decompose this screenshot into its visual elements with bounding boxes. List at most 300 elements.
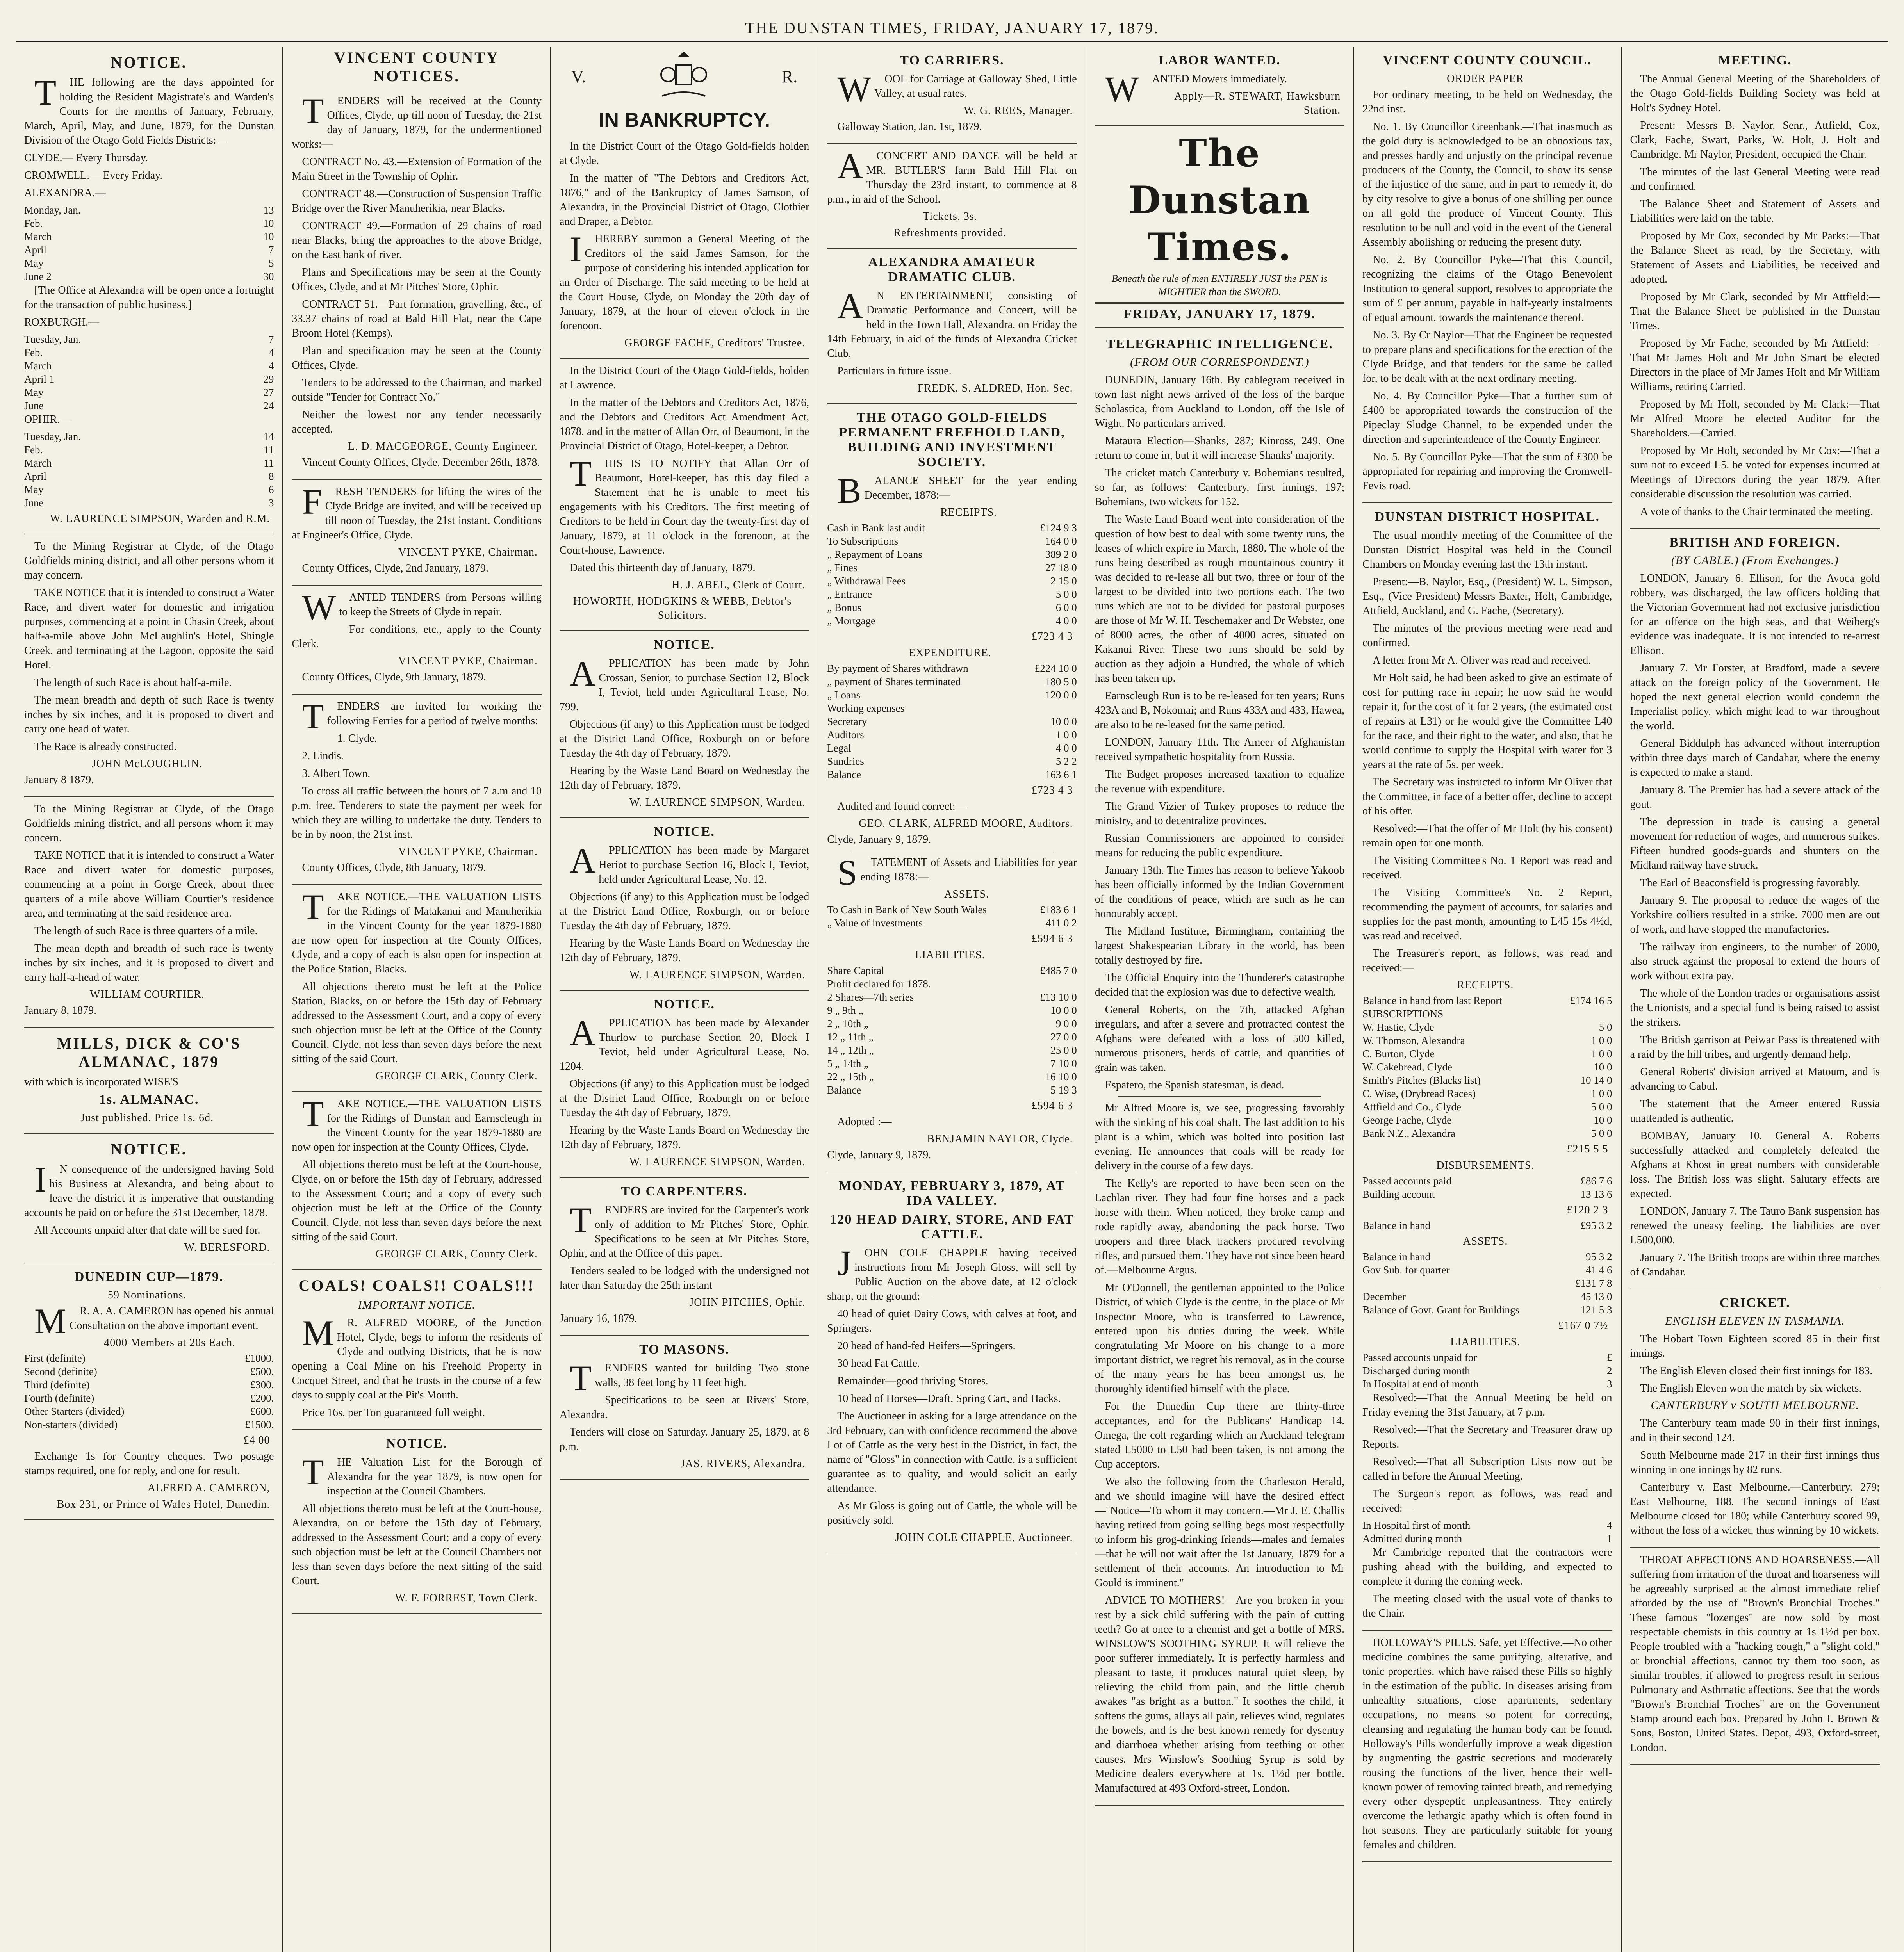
table-row [827,1030,1077,1044]
assets-total: £167 0 7½ [1558,1320,1608,1332]
row-value: 5 2 2 [1055,755,1077,767]
disbursements-heading: DISBURSEMENTS. [1436,1159,1535,1172]
tel-heading: TELEGRAPHIC INTELLIGENCE. [1106,337,1333,351]
receipts-heading: RECEIPTS. [940,506,997,518]
motion-1: No. 1. By Councillor Greenbank.—That inasmuch as the gold duty is acknowledged to be an obnoxious tax, and presses hardly and unjustly on the principal revenue producers of the County, the Council, to show its sense of the injustice of the same, and in part to remedy it, do by city resolve to give a bonus of one shilling per ounce on all gold the produce of Vincent County. This resolution to be null and void in the event of the General Assembly abolishing or reducing the present duty. [1362,121,1612,248]
bf-p11: General Roberts' division arrived at Matoum, and is advancing to Cabul. [1630,1066,1880,1092]
neither: Neither the lowest nor any tender necessarily accepted. [292,409,542,435]
labor-wanted-ad [1095,47,1344,126]
dunedin-cup-ad [24,1263,274,1520]
table-row [1362,1087,1612,1100]
table-row [1362,994,1612,1007]
liabilities-table [827,964,1077,1097]
row-label: In Hospital at end of month [1362,1378,1479,1390]
cricket-p2: The English Eleven closed their first innings for 183. [1640,1365,1873,1377]
meeting-p7: Proposed by Mr Fache, seconded by Mr Attfield:—That Mr James Holt and Mr John Smart be elected Directors in the place of Mr James Holt and Mr William Williams, retiring Carried. [1630,337,1880,393]
local-p17: Mr O'Donnell, the gentleman appointed to the Police District, of which Clyde is the centre, in the place of Mr Inspector Moore, who is transferred to Lawrence, entered upon his duties during the week. While congratulating Mr Moore on his change to a more important district, we regret his removal, as in the course of the many years he has been amongst us, he thoroughly identified himself with the place. [1095,1282,1345,1395]
table-row [1362,1263,1612,1277]
row-value: £86 7 6 [1580,1175,1612,1187]
table-row [827,1044,1077,1057]
row-value: £500. [250,1366,274,1377]
grant-row [1362,1303,1612,1316]
list-item: 40 head of quiet Dairy Cows, with calves at foot, and Springers. [827,1308,1077,1334]
water-race-notice-1 [24,534,274,797]
bf-p7: January 9. The proposal to reduce the wages of the Yorkshire colliers resulted in a strike. 7000 men are out of work, and have stopped the manufactories. [1630,894,1880,935]
row-label: W. Thomson, Alexandra [1362,1035,1465,1046]
sale-sub: 120 HEAD DAIRY, STORE, AND FAT CATTLE. [830,1212,1074,1241]
table-row [24,333,274,346]
row-value: 1 0 0 [1591,1035,1612,1046]
row-label: Fourth (definite) [24,1392,94,1404]
tender-notice-1 [292,89,541,480]
dramatic-club-ad [827,249,1077,404]
row-label: April 1 [24,373,55,385]
meeting-p5: Proposed by Mr Cox, seconded by Mr Parks:—That the Balance Sheet as read, by the Secretary, with Statement of Assets and Liabilities, be received and adopted. [1630,230,1880,285]
alexandra-dates [24,203,274,283]
motto: Beneath the rule of men ENTIRELY JUST the PEN is MIGHTIER than the SWORD. [1111,273,1328,297]
signature: JOHN PITCHES, Ophir. [689,1297,806,1309]
row-value: 24 [263,400,274,411]
table-row [1362,1351,1612,1364]
throat-text: THROAT AFFECTIONS AND HOARSENESS.—All suffering from irritation of the throat and hoarseness will be agreeably surprised at the almost immediate relief afforded by the use of "Brown's Bronchial Troches." These famous "lozenges" are now sold by most respectable chemists in this country at 1s 1½d per box. People troubled with a "hacking cough," a "slight cold," or bronchial affections, cannot try them too soon, as similar troubles, if allowed to progress result in serious Pulmonary and Asthmatic affections. See that the words "Brown's Bronchial Troches" are on the Government Stamp around each box. Prepared by John I. Brown & Sons, Boston, United States. Depot, 493, Oxford-street, London. [1630,1554,1880,1754]
liabilities-heading: LIABILITIES. [1450,1336,1521,1348]
tel-p2: Mataura Election—Shanks, 287; Kinross, 249. One return to come in, but it will increase Shanks' majority. [1095,435,1345,461]
body-2: All Accounts unpaid after that date will be sued for. [34,1224,260,1236]
row-label: C. Wise, (Drybread Races) [1362,1088,1476,1099]
lodging: Tenders sealed to be lodged with the undersigned not later than Saturday the 25th instant [559,1265,809,1291]
row-label: To Subscriptions [827,535,899,547]
row-value: 11 [264,457,274,469]
row-label: March [24,231,52,242]
row-value: 1 0 0 [1591,1048,1612,1060]
length: The length of such Race is about half-a-mile. [34,677,232,689]
bf-p1: LONDON, January 6. Ellison, for the Avoca gold robbery, was discharged, the law officers holding that the Victorian Government had not exclusive jurisdiction for an offence on the high seas, and that Weiberg's evidence was inadequate. It is not intended to re-arrest Ellison. [1630,572,1880,657]
conditions: For conditions, etc., apply to the County Clerk. [292,623,542,650]
hosp-p14: The Surgeon's report as follows, was read and received:— [1362,1488,1612,1514]
table-row [24,270,274,283]
row-label: Smith's Pitches (Blacks list) [1362,1074,1481,1086]
coals-ad [292,1270,541,1430]
body: WANTED Mowers immediately. [1105,69,1287,109]
table-row [827,990,1077,1004]
row-value: 5 19 3 [1050,1084,1077,1096]
row-value: 10 [263,231,274,242]
body: APPLICATION has been made by John Crossan, Senior, to purchase Section 12, Block I, Teviot, held under Agricultural Lease, No. 799. [559,654,809,713]
local-p19: We also the following from the Charleston Herald, and we should imagine will have the desired effect—"Notice—To whom it may concern.—Mr J. E. Challis having retired from going selling begs most respectfully to inform his grog-drinking friends—males and females—that he will not wait after the 1st January, 1879 for a settlement of their accounts. An introduction to Mr Gould is imminent." [1095,1476,1345,1589]
row-label: April [24,470,46,482]
cup-address: Box 231, or Prince of Wales Hotel, Dunedin. [57,1498,270,1510]
breadth: The mean depth and breadth of such race is twenty inches by six inches, and it is proposed to divert and carry half-a-head of water. [24,942,274,983]
beresford-notice [24,1134,274,1263]
receipts-heading: RECEIPTS. [1457,979,1514,991]
row-value: 6 [268,484,274,495]
table-row [24,496,274,509]
table-row [24,1418,274,1431]
plans-2: Plan and specification may be seen at the County Offices, Clyde. [292,345,542,371]
plans: Plans and Specifications may be seen at the County Offices, Clyde, and at Mr Pitches' Store, Ophir. [292,266,542,293]
table-row [827,702,1077,715]
row-value: 5 0 0 [1591,1127,1612,1139]
sale-text: JOHN COLE CHAPPLE having received instructions from Mr Joseph Gloss, will sell by Public Auction on the above date, at 12 o'clock sharp, on the ground:— [827,1243,1077,1302]
date: January 8 1879. [24,774,94,786]
receipts-total: £723 4 3 [1031,630,1073,643]
tel-p1: DUNEDIN, January 16th. By cablegram received in town last night news arrived of the loss of the barque Scholastica, from Auckland to London, off the Isle of Wight. No particulars arrived. [1095,374,1345,429]
table-row [24,399,274,412]
row-value: 14 [263,431,274,442]
row-value: 13 [263,204,274,216]
signature: VINCENT PYKE, Chairman. [398,546,538,558]
hosp-p11: Resolved:—That the Annual Meeting be held on Friday evening the 31st January, at 7 p.m. [1362,1392,1612,1418]
signature: W. LAURENCE SIMPSON, Warden. [629,1156,806,1168]
row-label: „ Repayment of Loans [827,549,922,560]
labor-heading: LABOR WANTED. [1159,53,1281,68]
row-label: Auditors [827,729,864,741]
column-3 [550,47,818,1952]
row-label: Passed accounts unpaid for [1362,1352,1477,1363]
table-row [24,359,274,372]
table-row [1362,1250,1612,1263]
row-value: 41 4 6 [1586,1264,1612,1276]
row-value: 16 10 0 [1045,1071,1077,1083]
cricket-p5: South Melbourne made 217 in their first innings thus winning in one innings by 82 runs. [1630,1449,1880,1476]
notice-text: THE following are the days appointed for holding the Resident Magistrate's and Warden's Courts for the months of January, February, March, April, May, and June, 1879, for the Dunstan Division of the Otago Gold Fields Districts:— [24,73,274,146]
tel-p10: January 13th. The Times has reason to believe Yakoob has been officially informed by the Indian Government of the conditions of peace, which are such as he can honourably accept. [1095,864,1345,920]
row-label: Admitted during month [1362,1533,1462,1544]
building-society-accounts [827,404,1077,1172]
row-label: 22 „ 15th „ [827,1071,874,1083]
row-label: 12 „ 11th „ [827,1031,874,1043]
bf-p15: January 7. The British troops are within three marches of Candahar. [1630,1252,1880,1278]
order-intro: For ordinary meeting, to be held on Wednesday, the 22nd inst. [1362,89,1612,115]
motion-2: No. 2. By Councillor Pyke—That this Council, recognizing the claims of the Otago Benevolent Institution to general support, resolves to appropriate the sum of £ per annum, payable in half-yearly instalments of equal amount, towards the maintenance thereof. [1362,254,1612,324]
table-row [24,217,274,230]
cup-foot: Exchange 1s for Country cheques. Two postage stamps required, one for reply, and one for result. [24,1450,274,1477]
objections: All objections thereto must be left at the Court-house, Clyde, on or before the 15th day of February, addressed to the Assessment Court; and a copy of every such objection must be left at the Office of the County Council, Clyde, not less than seven days before the next sitting of the said Court. [292,1159,542,1243]
row-value: 10 0 [1594,1114,1612,1126]
coals-price: Price 16s. per Ton guaranteed full weight. [302,1407,485,1419]
hosp-p10: The Treasurer's report, as follows, was read and received:— [1362,948,1612,974]
audited: Audited and found correct:— [837,800,966,812]
cricket-p1: The Hobart Town Eighteen scored 85 in their first innings. [1630,1333,1880,1359]
hosp-p6: The Secretary was instructed to inform Mr Oliver that the Committee, in face of a better offer, decline to accept of his offer. [1362,776,1612,817]
receipts-table [827,521,1077,627]
row-value: 5 0 0 [1591,1101,1612,1113]
liabilities-heading: LIABILITIES. [915,949,985,961]
row-label: Feb. [24,444,43,456]
tel-p6: LONDON, January 11th. The Ameer of Afghanistan received sympathetic hospitality from Russia. [1095,736,1345,763]
almanac-heading: MILLS, DICK & CO'S ALMANAC, 1879 [57,1035,241,1070]
council-heading: VINCENT COUNTY COUNCIL. [1383,53,1592,68]
row-value: £300. [250,1379,274,1391]
objections: Objections (if any) to this Application must be lodged at the District Land Office, Roxburgh on or before Tuesday the 4th day of February, 1879. [559,1078,809,1119]
row-value: 30 [263,271,274,282]
table-row [1362,1519,1612,1532]
row-value: 27 [263,386,274,398]
statement-title: STATEMENT of Assets and Liabilities for year ending 1878:— [837,853,1077,892]
row-label: May [24,484,44,495]
table-row [827,1057,1077,1070]
row-value: 3 [268,497,274,509]
row-value: 45 13 0 [1580,1291,1612,1302]
balance-row [1362,1219,1612,1232]
row-value: 4 [268,347,274,358]
county-council-order-paper [1362,47,1612,503]
signature: FREDK. S. ALDRED, Hon. Sec. [917,382,1073,394]
row-value: 121 5 3 [1580,1304,1612,1316]
row-label: Monday, Jan. [24,204,81,216]
bf-sub: (BY CABLE.) (From Exchanges.) [1671,554,1839,567]
hosp-p3: The minutes of the previous meeting were read and confirmed. [1362,622,1612,649]
terms: To cross all traffic between the hours of 7 a.m and 10 p.m. free. Tenderers to state the payment per week for which they are willing to undertake the duty. Tenders to be in by noon, the 21st inst. [292,785,542,841]
closing: Tenders will close on Saturday. January 25, 1879, at 8 p.m. [559,1426,809,1453]
row-label: Building account [1362,1188,1435,1200]
carpenters-ad [560,1178,809,1336]
row-value: 8 [268,470,274,482]
solicitors: HOWORTH, HODGKINS & WEBB, Debtor's Solicitors. [573,595,792,622]
row-value: 29 [263,373,274,385]
body: TENDERS wanted for building Two stone walls, 38 feet long by 11 feet high. [569,1358,809,1398]
row-label: Feb. [24,217,43,229]
row-label: By payment of Shares withdrawn [827,663,968,674]
assets-table [1362,1250,1612,1290]
addressee: To the Mining Registrar at Clyde, of the Otago Goldfields mining district, and all other persons whom it may concern. [24,540,274,581]
holloway-text: HOLLOWAY'S PILLS. Safe, yet Effective.—No other medicine combines the same purifying, alterative, and tonic properties, which have raised these Pills so highly in the estimation of the public. In diseases arising from unhealthy situations, close apartments, sedentary occupations, no means so potent for correcting, cleansing and regulating the human body can be found. Holloway's Pills wonderfully improve a weak digestion by augmenting the gastric secretions and moderately rousing the functions of the liver, hence their well-known power of removing tainted breath, and remedying every other dyspeptic unpleasantness. They entirely overcome the lethargic apathy which is often found in hot seasons. They are particularly suitable for young females and children. [1362,1637,1612,1851]
cup-total: £4 00 [243,1434,270,1446]
bf-p10: The British garrison at Peiwar Pass is threatened with a raid by the hill tribes, and urgently demand help. [1630,1034,1880,1060]
table-row [1362,1532,1612,1545]
row-label: Balance in hand from last Report [1362,995,1502,1006]
masons-heading: TO MASONS. [639,1342,730,1357]
cricket-report [1630,1289,1880,1548]
almanac-with: with which is incorporated WISE'S [24,1076,178,1088]
tel-p14: Espatero, the Spanish statesman, is dead. [1105,1079,1284,1091]
row-label: Cash in Bank last audit [827,522,925,534]
table-row [1362,1127,1612,1140]
row-label: In Hospital first of month [1362,1519,1471,1531]
row-label: SUBSCRIPTIONS [1362,1008,1444,1020]
assets-heading: ASSETS. [944,888,989,900]
row-label: To Cash in Bank of New South Wales [827,904,987,915]
surgeon-table [1362,1519,1612,1545]
heriot-notice [560,818,809,991]
row-value [1074,977,1077,990]
row-label: Second (definite) [24,1366,97,1377]
row-value: 1 [1607,1533,1612,1544]
expenditure-total: £723 4 3 [1031,784,1073,796]
tel-p4: The Waste Land Board went into consideration of the question of how best to deal with some twenty runs, the leases of which expire in March, 1880. The whole of the runs being described as rough mountainous country it was decided to re-lease all but two, three or four of the largest to be divided into two portions each. The two runs which are not to be divided for pastoral purposes are those of Mr W. H. Teschemaker and Dr Webster, one of 8000 acres, the other of 4000 acres, situated on Kakanui River. These two runs should be sold by auction as they adjoin a Hundred, the whole of which has been taken up. [1095,513,1345,684]
audit-date: Clyde, January 9, 1879. [827,834,931,846]
row-label: Discharged during month [1362,1365,1470,1377]
list-item: 20 head of hand-fed Heifers—Springers. [837,1340,1016,1352]
signature: Apply—R. STEWART, Hawksburn Station. [1174,90,1341,116]
objections: All objections thereto must be left at the Police Station, Blacks, on or before the 15th day of February addressed to the Assessment Court, and a copy of every such objection must be left at the Office of the County Council, Clyde, not less than seven days before the next sitting of the said Court. [292,981,542,1065]
hosp-p5: Mr Holt said, he had been asked to give an estimate of cost for putting race in repair; he now said he would repair it, for the cost of it for 2 years, (the estimated cost of repairs at L31) or he would give the Committee L40 for the race, and their right to the water, and also, that he would continue to supply the Hospital with water for 3 years at the rate of 5s. per week. [1362,672,1612,771]
length: The length of such Race is three quarters of a mile. [34,925,258,937]
hearing: Hearing by the Waste Lands Board on Wednesday the 12th day of February, 1879. [559,1124,809,1151]
ferries-tender [292,695,541,885]
table-row [1362,1188,1612,1201]
notice-heading: NOTICE. [654,997,715,1012]
signature: W. LAURENCE SIMPSON, Warden. [629,969,806,981]
row-label: W. Hastie, Clyde [1362,1021,1434,1033]
row-label: George Fache, Clyde [1362,1114,1452,1126]
breadth: The mean breadth and depth of such Race is twenty inches by six inches, and it is proposed to divert and carry one head of water. [24,694,274,735]
hosp-p8: The Visiting Committee's No. 1 Report was read and received. [1362,855,1612,881]
row-value: 4 [1607,1519,1612,1531]
table-row [827,561,1077,574]
crest-right-letter: R. [781,67,798,86]
valuation-notice-2 [292,1092,541,1270]
table-row [827,977,1077,990]
row-label: 2 „ 10th „ [827,1018,868,1029]
table-row [24,1352,274,1365]
coals-heading: COALS! COALS!! COALS!!! [298,1277,535,1294]
table-row [24,346,274,359]
disbursements-total: £120 2 3 [1567,1204,1608,1216]
table-row [24,1391,274,1405]
row-label: 14 „ 12th „ [827,1044,874,1056]
motion-4: No. 4. By Councillor Pyke—That a further sum of £400 be appropriated towards the construction of the Pipeclay Sludge Channel, to be expended under the direction and superintendence of the County Engineer. [1362,390,1612,445]
tel-p5: Earnscleugh Run is to be re-leased for ten years; Runs 423A and B, Nokomai; and Runs 433A and 433, Hawea, are also to be re-leased for the same period. [1095,690,1345,731]
meeting-p2: Present:—Messrs B. Naylor, Senr., Attfield, Cox, Clark, Fache, Swart, Parks, W. Holt, J. Holt and Cambridge. Mr Naylor, President, occupied the Chair. [1630,119,1880,160]
table-row [827,768,1077,781]
table-row [24,230,274,243]
column-6 [1353,47,1621,1952]
hosp-p13: Resolved:—That all Subscription Lists now out be called in before the Annual Meeting. [1362,1456,1612,1482]
date: County Offices, Clyde, 8th January, 1879. [302,862,486,874]
body: TENDERS will be received at the County Offices, Clyde, up till noon of Tuesday, the 21st day of January, 1879, for the undermentioned works:— [292,91,542,150]
coals-text: MR. ALFRED MOORE, of the Junction Hotel, Clyde, begs to inform the residents of Clyde and outlying Districts, that he is now opening a Coal Mine on his Freehold Property in Cocquet Street, and that he trusts in the course of a few days to supply coal at the Pit's Mouth. [292,1313,542,1401]
body: TAKE NOTICE.—THE VALUATION LISTS for the Ridings of Dunstan and Earnscleugh in the Vincent County for the year 1879-1880 are now open for inspection at the County Offices, Clyde. [292,1094,542,1153]
row-label: Secretary [827,716,867,727]
hosp-p1: The usual monthly meeting of the Committee of the Dunstan District Hospital was held in the Council Chambers on Monday evening last the 13th instant. [1362,529,1612,570]
row-label: May [24,386,44,398]
meeting-p1: The Annual General Meeting of the Shareholders of the Otago Gold-fields Building Society was held at Holt's Sydney Hotel. [1630,73,1880,114]
body: TAKE NOTICE.—THE VALUATION LISTS for the Ridings of Matakanui and Manuherikia in the Vincent County for the year 1879-1880 are now open for inspection at the County Offices, Clyde, and a copy of each is also open for inspection at the Police Station, Blacks. [292,887,542,975]
carriers-ad [827,47,1077,144]
motion-3: No. 3. By Cr Naylor—That the Engineer be requested to prepare plans and specifications for the erection of the Clyde Bridge, and that tenders for the same be called for, to be dealt with at the next ordinary meeting. [1362,329,1612,385]
orr-bankruptcy [560,359,809,631]
row-value: 180 5 0 [1045,676,1077,687]
sale-recommend: The Auctioneer in asking for a large attendance on the 3rd February, can with confidence recommend the above Lot of Cattle as the very best in the District, in fact, the name of "Gloss" in connection with Cattle, is a sufficient guarantee as to quality, and would solicit an early attendance. [827,1410,1077,1494]
signature: WILLIAM COURTIER. [89,988,205,1001]
ophir-dates [24,430,274,509]
hosp-p16: The meeting closed with the usual vote of thanks to the Chair. [1362,1593,1612,1619]
table-row [827,614,1077,627]
row-label: Other Starters (divided) [24,1405,125,1417]
row-value: 10 0 0 [1050,716,1077,727]
meeting-heading: MEETING. [1718,53,1792,68]
table-row [24,470,274,483]
bf-p12: The statement that the Ameer entered Russia unattended is authentic. [1630,1098,1880,1124]
contract-48: CONTRACT 48.—Construction of Suspension Traffic Bridge over the River Manuherikia, near Blacks. [292,188,542,214]
table-row [24,1378,274,1391]
specifications: Specifications to be seen at Rivers' Store, Alexandra. [559,1394,809,1421]
row-value: £124 9 3 [1040,522,1077,534]
assets-total: £594 6 3 [1031,933,1073,945]
column-5 [1086,47,1353,1952]
roxburgh-label: ROXBURGH.— [24,316,100,328]
receipts-table [1362,994,1612,1140]
row-value: 389 2 0 [1045,549,1077,560]
tel-sub: (FROM OUR CORRESPONDENT.) [1130,356,1309,369]
ferry-list [292,731,541,781]
notice-heading: NOTICE. [654,638,715,652]
table-row [827,601,1077,614]
row-label: Third (definite) [24,1379,90,1391]
row-value: 10 0 0 [1050,1004,1077,1016]
table-row [827,588,1077,601]
refreshments: Refreshments provided. [893,227,1007,239]
table-row [1362,1034,1612,1047]
signature: H. J. ABEL, Clerk of Court. [672,579,806,591]
row-label: „ Value of investments [827,917,923,929]
bf-p3: General Biddulph has advanced without interruption within three days' march of Candahar, where the enemy is expected to make a stand. [1630,737,1880,778]
row-value: £95 3 2 [1580,1220,1612,1231]
concert-ad [827,144,1077,249]
society-heading: THE OTAGO GOLD-FIELDS PERMANENT FREEHOLD LAND, BUILDING AND INVESTMENT SOCIETY. [839,410,1065,469]
table-row [827,521,1077,534]
sale-positive: As Mr Gloss is going out of Cattle, the whole will be positively sold. [827,1500,1077,1526]
signature: W. BERESFORD. [184,1241,270,1254]
notice-heading: NOTICE. [111,1140,187,1158]
constructed: The Race is already constructed. [34,741,177,753]
assets-table [827,903,1077,930]
row-value: 2 [1607,1365,1612,1377]
bankruptcy-heading: IN BANKRUPTCY. [598,109,770,132]
row-label: Non-starters (divided) [24,1419,118,1430]
table-row [827,688,1077,702]
table-row [827,903,1077,916]
row-label: Bank N.Z., Alexandra [1362,1127,1455,1139]
row-value: 11 [264,444,274,456]
adopted-signature: BENJAMIN NAYLOR, Clyde. [927,1133,1073,1145]
table-row [24,1405,274,1418]
row-label: „ Bonus [827,602,862,613]
column-2 [282,47,550,1952]
table-row [1362,1174,1612,1188]
row-label: 2 Shares—7th series [827,991,914,1003]
almanac-sub: 1s. ALMANAC. [99,1092,199,1107]
hosp-p15: Mr Cambridge reported that the contractors were pushing ahead with the building, and expected to complete it during the coming week. [1362,1546,1612,1587]
row-value: £1000. [245,1352,274,1364]
meeting-p10: A vote of thanks to the Chair terminated the meeting. [1640,506,1873,518]
liabilities-table [1362,1351,1612,1391]
table-row [1362,1021,1612,1034]
notice-heading: NOTICE. [654,825,715,839]
row-label: Tuesday, Jan. [24,333,81,345]
row-label: Profit declared for 1878. [827,978,931,990]
cup-text: MR. A. A. CAMERON has opened his annual Consultation on the above important event. [34,1301,274,1341]
particulars: Particulars in future issue. [837,365,952,377]
local-p18: For the Dunedin Cup there are thirty-three acceptances, and for the Publicans' Handicap 14. Omega, the colt regarding which an Auckland telegram stated L5000 to L50 had been taken, is not among the Cup acceptors. [1095,1400,1345,1470]
row-label: Share Capital [827,965,884,976]
table-row [24,386,274,399]
table-row [827,574,1077,588]
date: County Offices, Clyde, 9th January, 1879. [302,671,486,683]
clyde-line: CLYDE.— Every Thursday. [24,152,148,164]
notice-heading: NOTICE. [111,53,187,71]
table-row [1362,1047,1612,1060]
table-row [827,675,1077,688]
table-row [827,1083,1077,1097]
water-race-notice-2 [24,797,274,1028]
table-row [827,728,1077,741]
meeting-p6: Proposed by Mr Clark, seconded by Mr Attfield:—That the Balance Sheet be published in the Dunstan Times. [1630,291,1880,332]
adopted: Adopted :— [837,1116,892,1128]
issue-date: FRIDAY, JANUARY 17, 1879. [1123,307,1316,321]
body: TENDERS are invited for working the following Ferries for a period of twelve months: [302,696,542,736]
